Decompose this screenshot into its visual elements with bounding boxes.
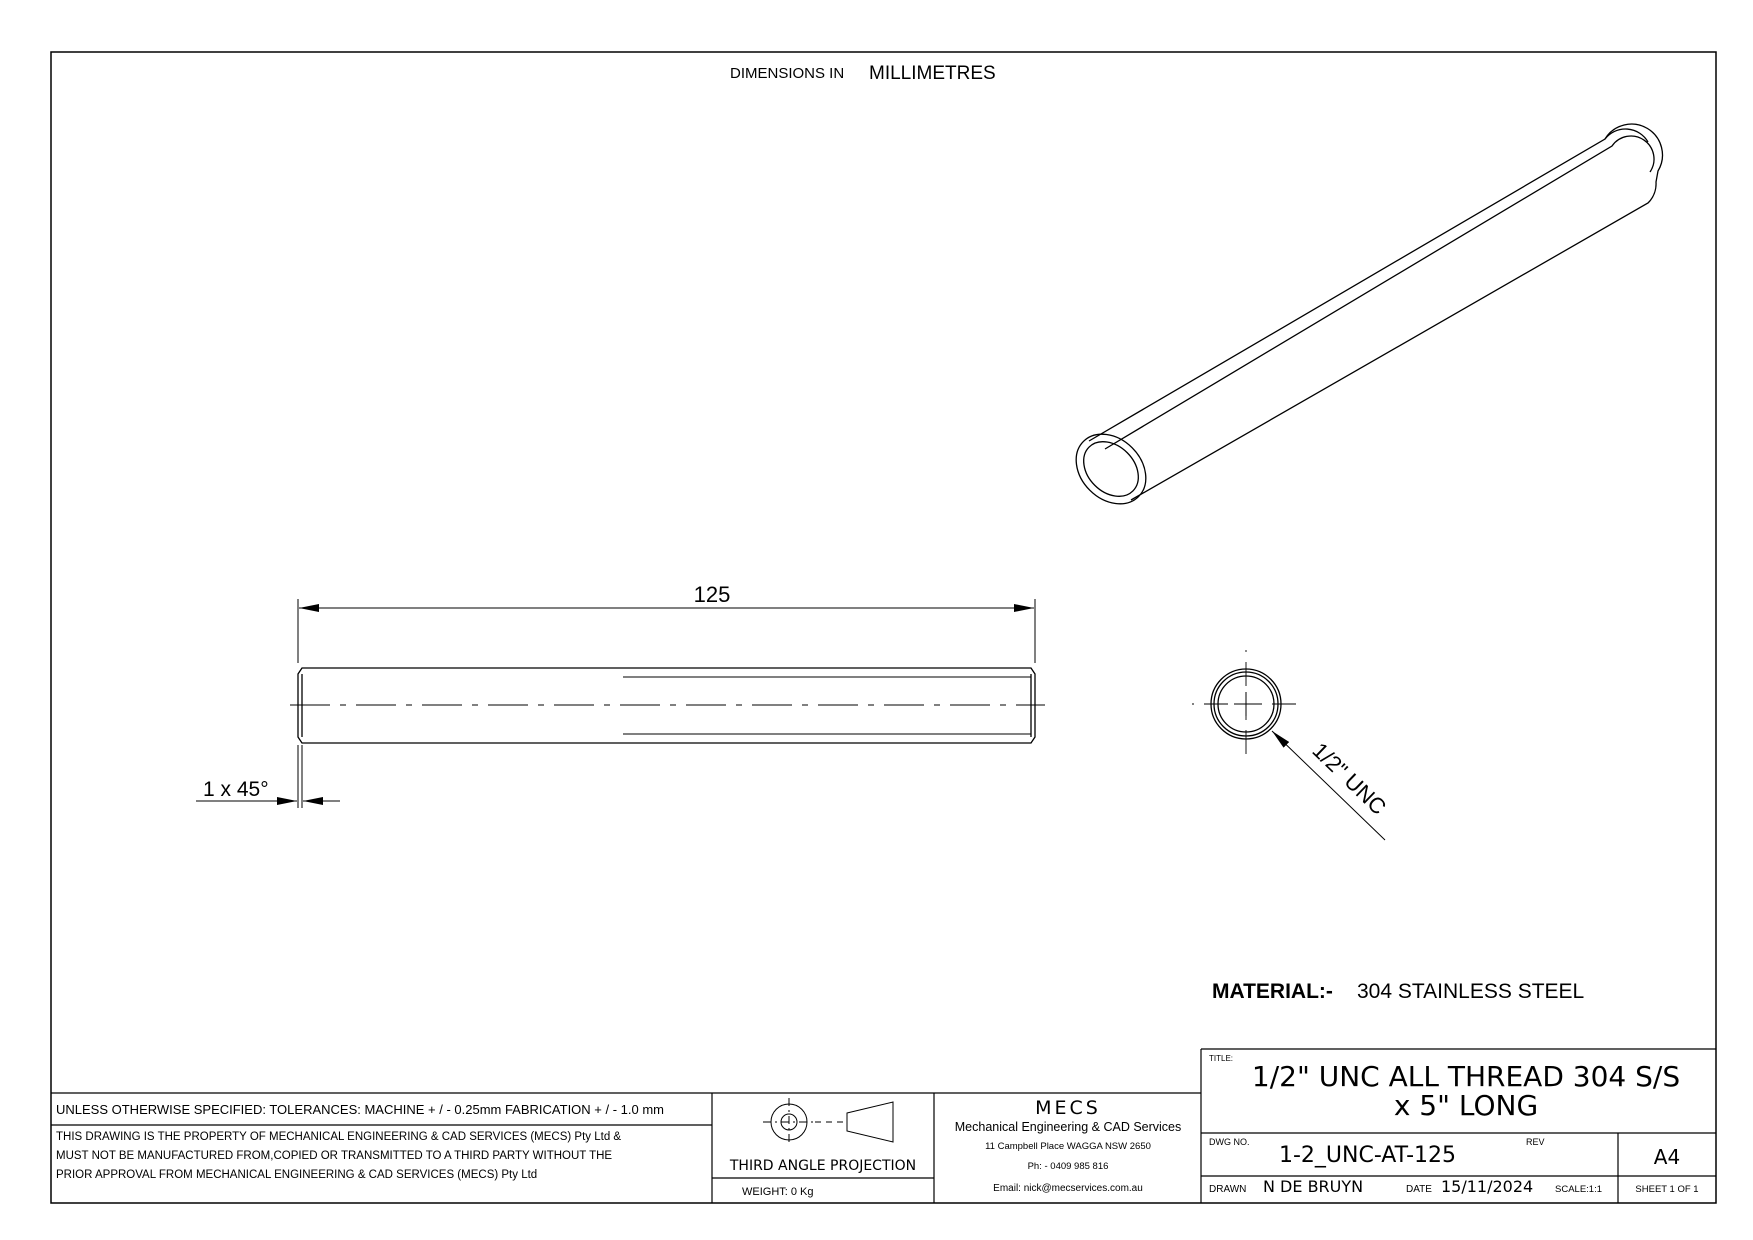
isometric-view (1062, 124, 1662, 518)
sheet-count: SHEET 1 OF 1 (1635, 1184, 1699, 1195)
dwg-no: 1-2_UNC-AT-125 (1279, 1143, 1456, 1168)
material-value: 304 STAINLESS STEEL (1357, 980, 1585, 1003)
projection-symbol (763, 1098, 893, 1146)
material-label: MATERIAL:- (1212, 980, 1333, 1003)
projection-label: THIRD ANGLE PROJECTION (729, 1158, 917, 1174)
company-logo: MECS (1035, 1097, 1101, 1119)
drawing-border (51, 52, 1716, 1203)
property-line-1: THIS DRAWING IS THE PROPERTY OF MECHANICAL ENGINEERING & CAD SERVICES (MECS) Pty Ltd & (56, 1131, 622, 1143)
company-phone: Ph: - 0409 985 816 (1027, 1161, 1109, 1172)
chamfer-note: 1 x 45° (203, 778, 269, 801)
end-view (1192, 650, 1385, 840)
dwg-no-label: DWG NO. (1209, 1137, 1250, 1147)
weight: WEIGHT: 0 Kg (742, 1186, 814, 1198)
thread-callout: 1/2" UNC (1307, 737, 1392, 820)
drawn-label: DRAWN (1209, 1184, 1247, 1195)
property-line-2: MUST NOT BE MANUFACTURED FROM,COPIED OR TRANSMITTED TO A THIRD PARTY WITHOUT THE (56, 1150, 613, 1162)
sheet-size: A4 (1653, 1145, 1681, 1169)
date-value: 15/11/2024 (1441, 1177, 1534, 1196)
drawn-by: N DE BRUYN (1263, 1177, 1364, 1196)
title-line-1: 1/2" UNC ALL THREAD 304 S/S (1251, 1060, 1681, 1093)
dimensions-unit: MILLIMETRES (869, 63, 996, 84)
title-line-2: x 5" LONG (1393, 1089, 1539, 1122)
rev-label: REV (1526, 1137, 1545, 1147)
length-dimension: 125 (693, 582, 731, 607)
dimensions-prefix: DIMENSIONS IN (730, 65, 845, 82)
date-label: DATE (1406, 1184, 1432, 1195)
company-address: 11 Campbell Place WAGGA NSW 2650 (985, 1141, 1151, 1152)
company-name: Mechanical Engineering & CAD Services (954, 1120, 1182, 1134)
property-line-3: PRIOR APPROVAL FROM MECHANICAL ENGINEERING & CAD SERVICES (MECS) Pty Ltd (56, 1169, 538, 1181)
title-label: TITLE: (1209, 1054, 1234, 1063)
front-view (196, 599, 1045, 808)
scale: SCALE:1:1 (1555, 1184, 1602, 1195)
company-email: Email: nick@mecservices.com.au (993, 1183, 1143, 1194)
tolerances-note: UNLESS OTHERWISE SPECIFIED: TOLERANCES: MACHINE + / - 0.25mm FABRICATION + / - 1.0 mm (56, 1102, 664, 1117)
